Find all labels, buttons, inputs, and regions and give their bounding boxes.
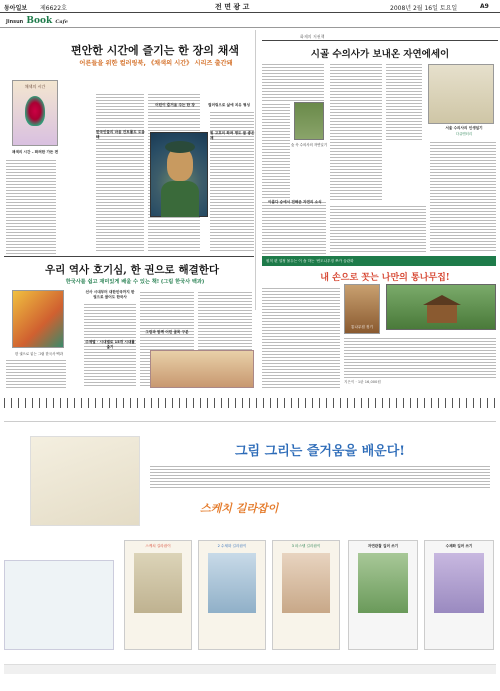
book-cards	[4, 540, 496, 660]
card-promo	[4, 560, 114, 650]
side-text-4	[386, 62, 422, 142]
ad-top-note: 원칙 편 설정 몰두는 이 숍 하는 '빈도나우징 쯔카 습관화	[262, 256, 496, 266]
mid-sub-3: 그림과 함께 어린 골목 구분	[145, 330, 189, 334]
card-2-cover	[208, 553, 256, 613]
brand-name: 스케치 길라잡이	[200, 502, 279, 515]
side-headline: 시골 수의사가 보내온 자연에세이	[310, 49, 450, 60]
mid-headline: 우리 역사 호기심, 한 권으로 해결한다	[44, 264, 220, 276]
sketch-illustration	[30, 436, 140, 526]
side-text-2	[262, 102, 290, 198]
book-cover-coloring: 채색의 시간	[12, 80, 58, 146]
card-1-cover	[134, 553, 182, 613]
mid-sub-1: 선사 시대부터 대한민국까지 한 권으로 꿀어도 한국사	[85, 290, 135, 299]
card-4-cover	[358, 553, 408, 613]
section-logo: Jinsun Book Cafe	[6, 16, 68, 26]
portrait-painting	[150, 132, 208, 217]
date-text: 2008년 2월 16일 토요일	[390, 5, 458, 12]
card-5-cover	[434, 553, 484, 613]
article-text-col1	[6, 158, 56, 254]
side-text-7	[330, 204, 426, 254]
mid-sub-2: 주제별 · 시대별로 15개 시대를 줄기	[85, 340, 135, 349]
mid-book-caption: 한 권으로 읽는 그림 한국사 백과	[15, 352, 63, 356]
page-number: A9	[480, 3, 489, 10]
history-book-cover	[12, 290, 64, 348]
page-label: 전 면 광 고	[215, 3, 250, 11]
subheading-3: 컬러링으로 삶에 치유 형성	[208, 103, 250, 107]
coat-shape	[161, 181, 199, 217]
side-caption-2: 서울 수의사의 인생일기	[445, 126, 483, 130]
card-4[interactable]: 자연관찰 길러 쓰기	[348, 540, 418, 650]
book-caption: 채색의 시간 – 화려한 가든 편	[11, 150, 59, 154]
ad-text-1	[262, 286, 340, 390]
side-book-1	[294, 102, 324, 140]
log-cabin-book: 통나무집 짓기	[344, 284, 380, 334]
subheading-2: 어린이 즐거움 주는 한 장	[155, 103, 195, 107]
card-1[interactable]: 스케치 길라잡이	[124, 540, 192, 650]
card-3-cover	[282, 553, 330, 613]
card-3[interactable]: 3 파스텔 길라잡이	[272, 540, 340, 650]
calendar-strip	[4, 410, 496, 422]
article-text-col2	[96, 92, 144, 252]
ad-text-2	[344, 336, 496, 378]
page-header	[0, 0, 500, 13]
subheading-4: 빛 고흐의 화려 명도 꼴 좋은채	[210, 131, 255, 140]
mid-illustration	[150, 350, 254, 388]
ad-price-note: 지은이 · 1판 16,000원	[344, 380, 381, 384]
mid-text-4	[198, 290, 252, 350]
side-label: 화제의 저권책	[300, 34, 325, 39]
flower-illustration	[25, 96, 45, 126]
side-text-1	[262, 62, 324, 102]
subheading-1: 한국인들의 마음 컨트롤도 도움돼	[96, 130, 145, 139]
mid-subhead: 한국사를 쉽고 재미있게 배울 수 있는 책! (그림 한국사 백과)	[65, 279, 205, 285]
side-subheading: 아름다 승에서 전해준 자연의 소식	[268, 200, 322, 204]
side-caption-1: 숲 속 수의사의 자연일기	[291, 143, 327, 147]
side-photo	[428, 64, 494, 124]
ad-headline: 내 손으로 꼿는 나만의 통나무집!	[320, 273, 450, 283]
cabin-photo	[386, 284, 496, 330]
paper-name: 동아일보	[4, 5, 28, 12]
side-text-3	[330, 62, 382, 202]
side-text-5	[430, 140, 496, 252]
side-caption-2b: 다큐멘터리	[455, 132, 473, 136]
mid-text-1	[6, 358, 66, 388]
issue-number: 제6622호	[40, 5, 67, 12]
bottom-text	[150, 464, 490, 488]
top-headline: 편안한 시간에 즐기는 한 장의 채색	[71, 44, 239, 57]
top-subhead: 어른들을 위한 컬러링북, 《채색의 시간》 시리즈 출간돼	[79, 60, 233, 67]
bottom-footer	[4, 664, 496, 674]
spiral-binding	[0, 398, 500, 408]
side-text-6	[262, 200, 326, 254]
hat-shape	[165, 141, 195, 153]
card-5[interactable]: 수채화 길러 쓰기	[424, 540, 494, 650]
masthead	[0, 14, 500, 28]
card-2[interactable]: 2 수채화 길라잡이	[198, 540, 266, 650]
bottom-banner: 그림 그리는 즐거움을 배운다!	[235, 444, 405, 459]
